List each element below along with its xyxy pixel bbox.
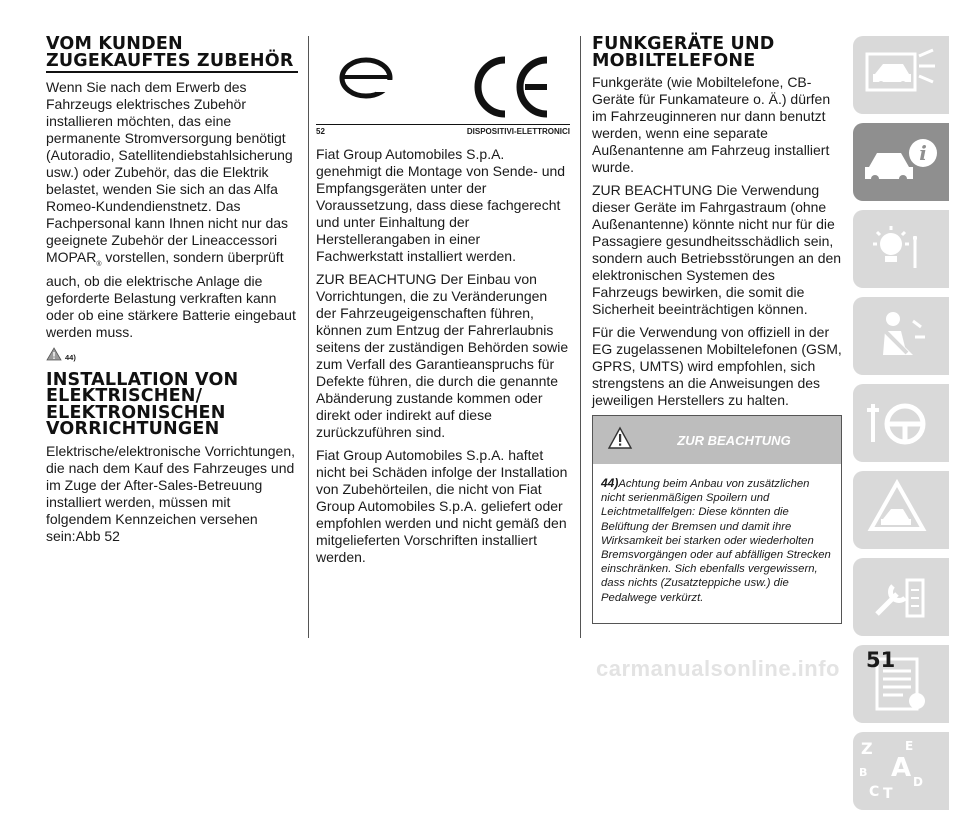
paragraph-phone-recommendation: Für die Verwendung von offiziell in der EG zugelassenen Mobiltelefonen (GSM, GPRS, UMTS) wird empfohlen, sich strengstens an die Anweisungen des jeweiligen Herstellers zu halten. [592,324,842,408]
paragraph-liability: Fiat Group Automobiles S.p.A. haftet nicht bei Schäden infolge der Installation von Zubehörteilen, die nicht von Fiat Group Automobiles S.p.A. geliefert oder empfohlen werden und nicht gemäß den mitgelieferten Vorschriften installiert werden. [316,447,568,565]
car-dashboard-icon [853,36,949,114]
warning-box-body [593,464,841,623]
paragraph-accessories-part2: vorstellen, sondern überprüft auch, ob die elektrische Anlage die geforderte Belastung verkraften kann oder ob eine stärkere Batterie eingebaut werden muss. [46,249,296,340]
warning-number: 44) [601,476,619,490]
warning-box-header [593,416,841,464]
svg-text:B: B [859,766,868,779]
tab-index[interactable] [853,732,949,810]
svg-text:T: T [883,786,893,802]
svg-text:i: i [919,141,927,165]
svg-text:C: C [869,784,880,800]
watermark: carmanualsonline.info [596,656,840,681]
figure-number: 52 [316,127,325,136]
chapter-tabs [853,36,949,819]
registered-mark: ® [96,260,102,268]
heading-electrical-installation: INSTALLATION VON ELEKTRISCHEN/ ELEKTRONISCHEN VORRICHTUNGEN [46,369,239,440]
steering-wheel-icon [853,384,949,462]
car-info-icon [853,123,949,201]
svg-text:D: D [913,775,923,789]
svg-text:A: A [891,753,912,783]
svg-text:Z: Z [861,739,873,758]
paragraph-fiat-approval: Fiat Group Automobiles S.p.A. genehmigt die Montage von Sende- und Empfangsgeräten unter der Voraussetzung, dass diese fachgerecht und unter Einhaltung der Herstellerangaben in einer Fachwerkstatt installiert werden. [316,146,566,264]
warning-triangle-icon [607,426,633,450]
warning-text: Achtung beim Anbau von zusätzlichen nicht serienmäßigen Spoilern und Leichtmetallfelgen: Diese könnten die Belüftung der Bremsen und damit ihre Wirksamkeit bei starken oder wiederholten Bremsvorgängen oder auf abfälligen Strecken einschränken. Sich ebenfalls vergewissern, dass nichts (Zusatzteppiche usw.) die Pedalwege verkürzt. [601,478,831,604]
heading-underline [46,71,298,73]
warning-reference-number: 44) [65,352,76,362]
warning-reference [46,347,298,362]
figure-caption [316,124,570,136]
maintenance-tools-icon [853,558,949,636]
column-divider [580,36,581,638]
column-divider [308,36,309,638]
heading-radio-phones: FUNKGERÄTE UND MOBILTELEFONE [592,34,775,71]
page-number: 51 [866,648,896,672]
e-mark-symbol [326,32,416,122]
tab-safety[interactable] [853,297,949,375]
paragraph-attention-modifications: ZUR BEACHTUNG Der Einbau von Vorrichtungen, die zu Veränderungen der Fahrzeugeigenschaften führen, können zum Entzug der Fahrerlaubnis seitens der zuständigen Behörden sowie zum Verfall des Garantieanspruchs für Defekte führen, die durch die genannte Abänderung zustande kommen oder direkt oder indirekt auf diese zurückzuführen sind. [316,271,569,440]
tab-car-dashboard[interactable] [853,36,949,114]
paragraph-radio-use: Funkgeräte (wie Mobiltelefone, CB-Geräte für Funkamateure o. Ä.) dürfen im Fahrzeuginneren nur dann benutzt werden, wenn eine separate Außenantenne am Fahrzeug installiert wurde. [592,74,831,175]
alphabetical-index-icon [853,732,949,810]
tab-maintenance[interactable] [853,558,949,636]
paragraph-accessories [46,79,298,341]
warning-triangle-icon [46,347,62,361]
column-right [592,36,842,624]
paragraph-accessories-part1: Wenn Sie nach dem Erwerb des Fahrzeugs elektrisches Zubehör installieren möchten, das eine permanente Stromversorgung benötigt (Autoradio, Satellitendiebstahlsicherung usw.) oder Zubehör, das die Elektrik belastet, wenden Sie sich an das Alfa Romeo-Kundendienstnetz. Das Fachpersonal kann Ihnen nicht nur das geeignete Zubehör der Lineaccessori MOPAR [46,79,293,265]
warning-box [592,415,842,624]
heading-customer-accessories: VOM KUNDEN ZUGEKAUFTES ZUBEHÖR [46,34,294,71]
tab-car-info[interactable] [853,123,949,201]
tab-emergency[interactable] [853,471,949,549]
column-left [46,36,298,551]
figure-code: DISPOSITIVI-ELETTRONICI [466,127,570,136]
ce-mark-symbol [471,52,561,122]
warning-box-title: ZUR BEACHTUNG [677,432,791,448]
paragraph-attention-health: ZUR BEACHTUNG Die Verwendung dieser Geräte im Fahrgastraum (ohne Außenantenne) könnte nicht nur für die Passagiere gesundheitsschädlich sein, sondern auch Betriebsstörungen an den elektronischen Systemen des Fahrzeugs bewirken, die somit die Sicherheit beeinträchtigen können. [592,182,842,317]
svg-text:E: E [905,739,914,753]
warning-lights-icon [853,210,949,288]
tab-driving[interactable] [853,384,949,462]
breakdown-triangle-icon [853,471,949,549]
tab-warning-lights[interactable] [853,210,949,288]
paragraph-installation: Elektrische/elektronische Vorrichtungen, die nach dem Kauf des Fahrzeuges und im Zuge der After-Sales-Betreuung installiert werden, müssen mit folgendem Kennzeichen versehen sein:Abb 52 [46,442,296,544]
seatbelt-airbag-icon [853,297,949,375]
figure-52 [316,14,570,124]
column-middle [316,14,570,572]
